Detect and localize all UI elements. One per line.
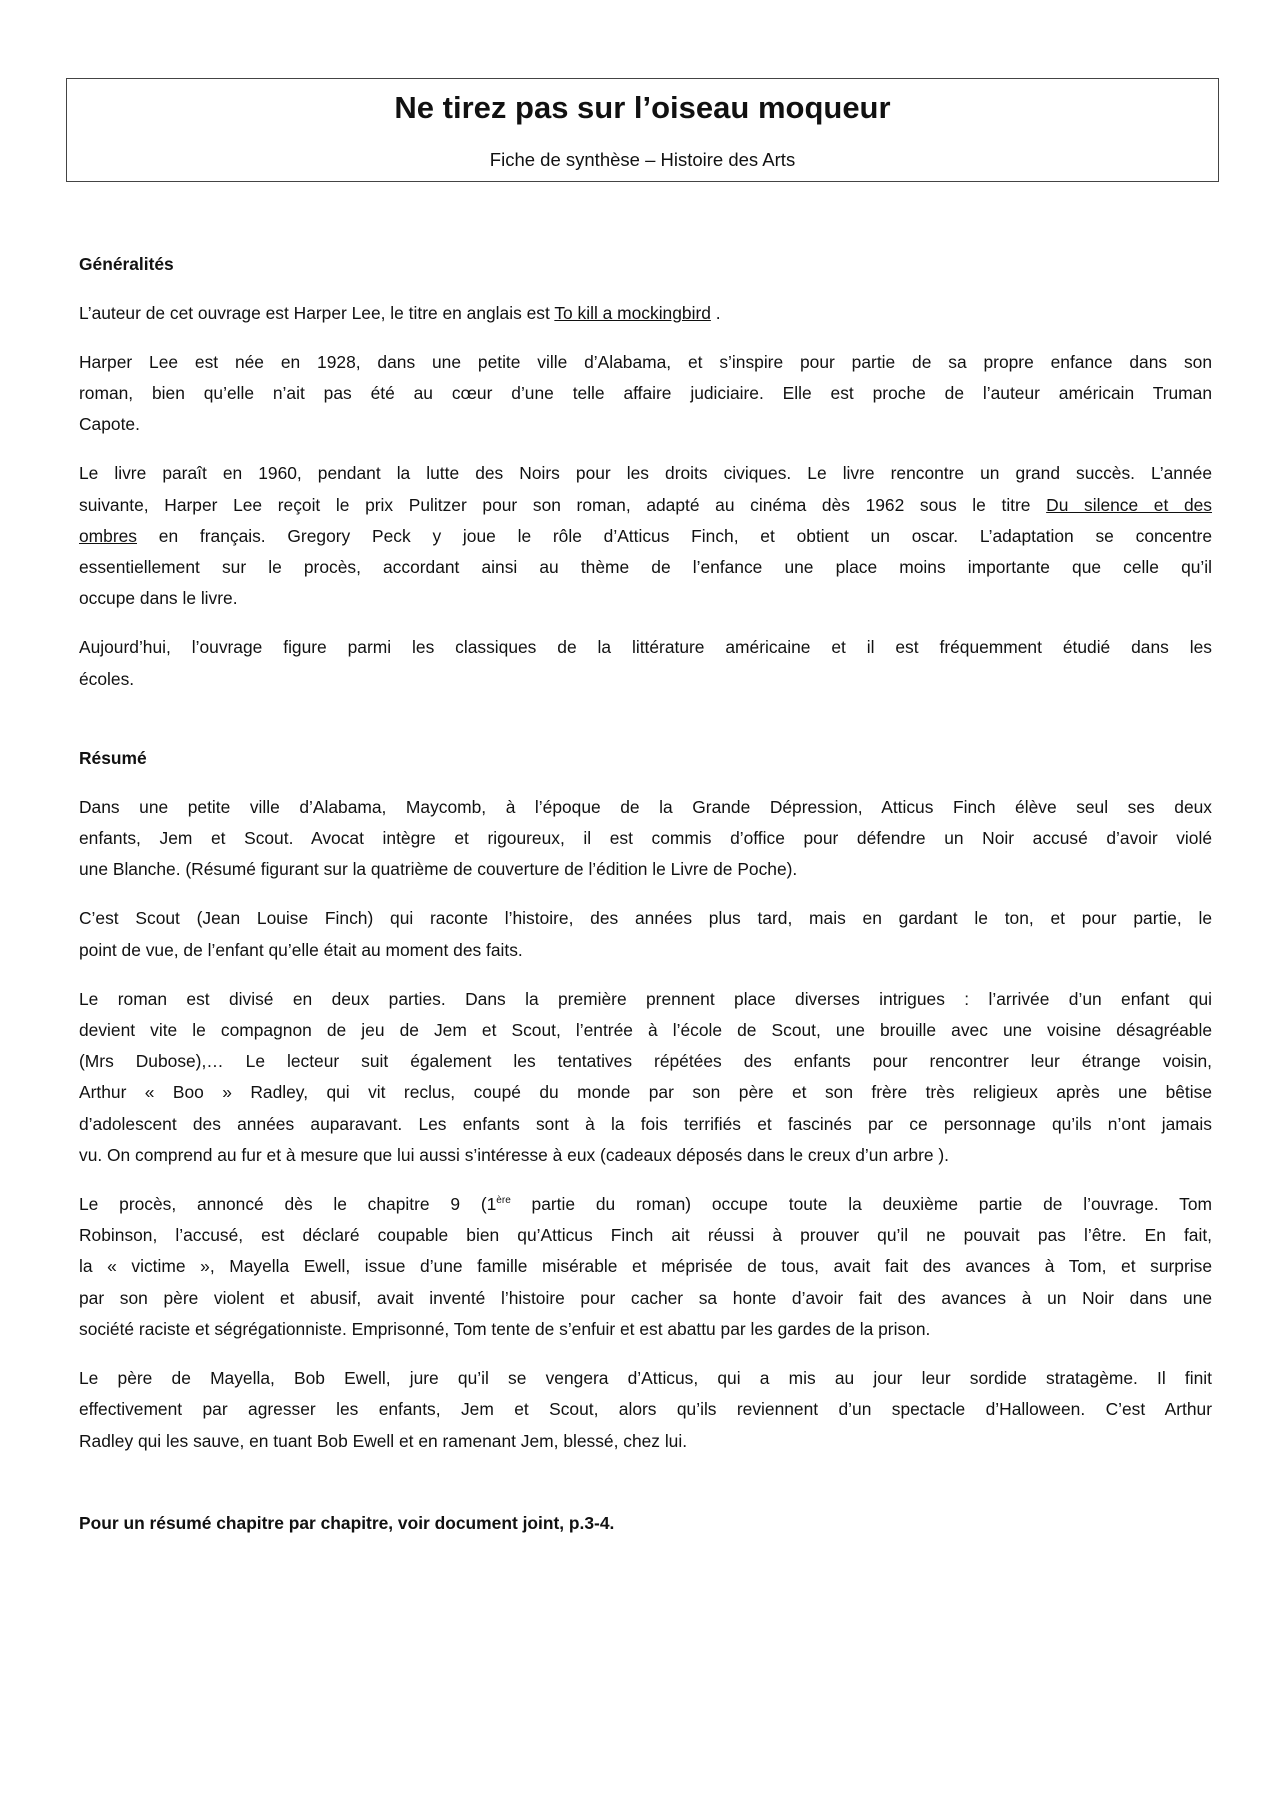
- text-line: (Mrs Dubose),… Le lecteur suit également les tentatives répétées des enfants pour rencontrer leur étrange voisin,: [79, 1051, 1212, 1072]
- text-span: en français. Gregory Peck y joue le rôle d’Atticus Finch, et obtient un oscar. L’adaptation se concentre: [137, 525, 1212, 546]
- text-line: Le roman est divisé en deux parties. Dans la première prennent place diverses intrigues : l’arrivée d’un enfant qui: [79, 988, 1212, 1009]
- text-line: Le livre paraît en 1960, pendant la lutte des Noirs pour les droits civiques. Le livre rencontre un grand succès. L’année: [79, 463, 1212, 484]
- paragraph: [79, 903, 1212, 966]
- text-span: suivante, Harper Lee reçoit le prix Pulitzer pour son roman, adapté au cinéma dès 1962 sous le titre: [79, 494, 1047, 515]
- text-line: C’est Scout (Jean Louise Finch) qui raconte l’histoire, des années plus tard, mais en gardant le ton, et pour partie, le: [79, 908, 1212, 929]
- text-line: [79, 521, 1212, 552]
- text-line: Robinson, l’accusé, est déclaré coupable bien qu’Atticus Finch ait réussi à prouver qu’il ne pouvait pas l’être. En fait,: [79, 1225, 1212, 1246]
- underlined-title: Du silence et des: [1046, 494, 1212, 515]
- text-line: [79, 298, 1212, 329]
- text-line: occupe dans le livre.: [79, 588, 238, 609]
- text-line: roman, bien qu’elle n’ait pas été au cœur d’une telle affaire judiciaire. Elle est proche de l’auteur américain Truman: [79, 383, 1212, 404]
- title-box: [66, 78, 1219, 182]
- text-line: essentiellement sur le procès, accordant ainsi au thème de l’enfance une place moins importante que celle qu’il: [79, 557, 1212, 578]
- text-line: société raciste et ségrégationniste. Emprisonné, Tom tente de s’enfuir et est abattu par les gardes de la prison.: [79, 1319, 931, 1340]
- text-line: effectivement par agresser les enfants, Jem et Scout, alors qu’ils reviennent d’un spectacle d’Halloween. C’est Arthur: [79, 1399, 1212, 1420]
- text-line: Le père de Mayella, Bob Ewell, jure qu’il se vengera d’Atticus, qui a mis au jour leur sordide stratagème. Il finit: [79, 1367, 1212, 1388]
- text-line: devient vite le compagnon de jeu de Jem et Scout, l’entrée à l’école de Scout, une brouille avec une voisine désagréable: [79, 1019, 1212, 1040]
- paragraph: [79, 298, 1212, 329]
- superscript: ère: [496, 1194, 511, 1206]
- text-span: L’auteur de cet ouvrage est Harper Lee, le titre en anglais est: [79, 302, 555, 323]
- footer-note: Pour un résumé chapitre par chapitre, voir document joint, p.3-4.: [79, 1512, 615, 1533]
- text-line: Radley qui les sauve, en tuant Bob Ewell et en ramenant Jem, blessé, chez lui.: [79, 1430, 688, 1451]
- section-heading: Généralités: [79, 254, 174, 274]
- paragraph: [79, 347, 1212, 441]
- text-line: une Blanche. (Résumé figurant sur la quatrième de couverture de l’édition le Livre de Poche).: [79, 859, 798, 880]
- document-subtitle: Fiche de synthèse – Histoire des Arts: [489, 149, 796, 170]
- paragraph: [79, 632, 1212, 695]
- text-line: [79, 1189, 1212, 1220]
- paragraph: [79, 458, 1212, 614]
- text-span: partie du roman) occupe toute la deuxième partie de l’ouvrage. Tom: [510, 1193, 1212, 1214]
- section-heading: Résumé: [79, 747, 147, 768]
- text-line: d’adolescent des années auparavant. Les enfants sont à la fois terrifiés et fascinés par ce personnage qu’ils n’ont jamais: [79, 1113, 1212, 1134]
- document-title: Ne tirez pas sur l’oiseau moqueur: [394, 90, 891, 125]
- text-span: Le procès, annoncé dès le chapitre 9 (1: [79, 1193, 497, 1214]
- text-line: Capote.: [79, 414, 140, 435]
- paragraph: [79, 792, 1212, 886]
- text-line: Aujourd’hui, l’ouvrage figure parmi les classiques de la littérature américaine et il est fréquemment étudié dans les: [79, 637, 1212, 658]
- underlined-title: ombres: [79, 525, 137, 546]
- paragraph: [79, 1189, 1212, 1345]
- underlined-title: To kill a mockingbird: [554, 302, 711, 323]
- text-line: Harper Lee est née en 1928, dans une petite ville d’Alabama, et s’inspire pour partie de sa propre enfance dans son: [79, 351, 1212, 372]
- text-span: .: [710, 302, 721, 323]
- document-body: [79, 249, 1212, 1557]
- text-line: Dans une petite ville d’Alabama, Maycomb, à l’époque de la Grande Dépression, Atticus Finch élève seul ses deux: [79, 796, 1212, 817]
- text-line: écoles.: [79, 668, 135, 689]
- text-line: vu. On comprend au fur et à mesure que lui aussi s’intéresse à eux (cadeaux déposés dans le creux d’un arbre ).: [79, 1144, 950, 1165]
- text-line: la « victime », Mayella Ewell, issue d’une famille misérable et méprisée de tous, avait fait des avances à Tom, et surprise: [79, 1256, 1212, 1277]
- text-line: Arthur « Boo » Radley, qui vit reclus, coupé du monde par son père et son frère très religieux après une bêtise: [79, 1082, 1212, 1103]
- paragraph: [79, 1363, 1212, 1457]
- text-line: point de vue, de l’enfant qu’elle était au moment des faits.: [79, 939, 523, 960]
- paragraph: [79, 984, 1212, 1172]
- text-line: enfants, Jem et Scout. Avocat intègre et rigoureux, il est commis d’office pour défendre un Noir accusé d’avoir violé: [79, 828, 1212, 849]
- text-line: par son père violent et abusif, avait inventé l’histoire pour cacher sa honte d’avoir fait des avances à un Noir dans une: [79, 1287, 1212, 1308]
- text-line: [79, 490, 1212, 521]
